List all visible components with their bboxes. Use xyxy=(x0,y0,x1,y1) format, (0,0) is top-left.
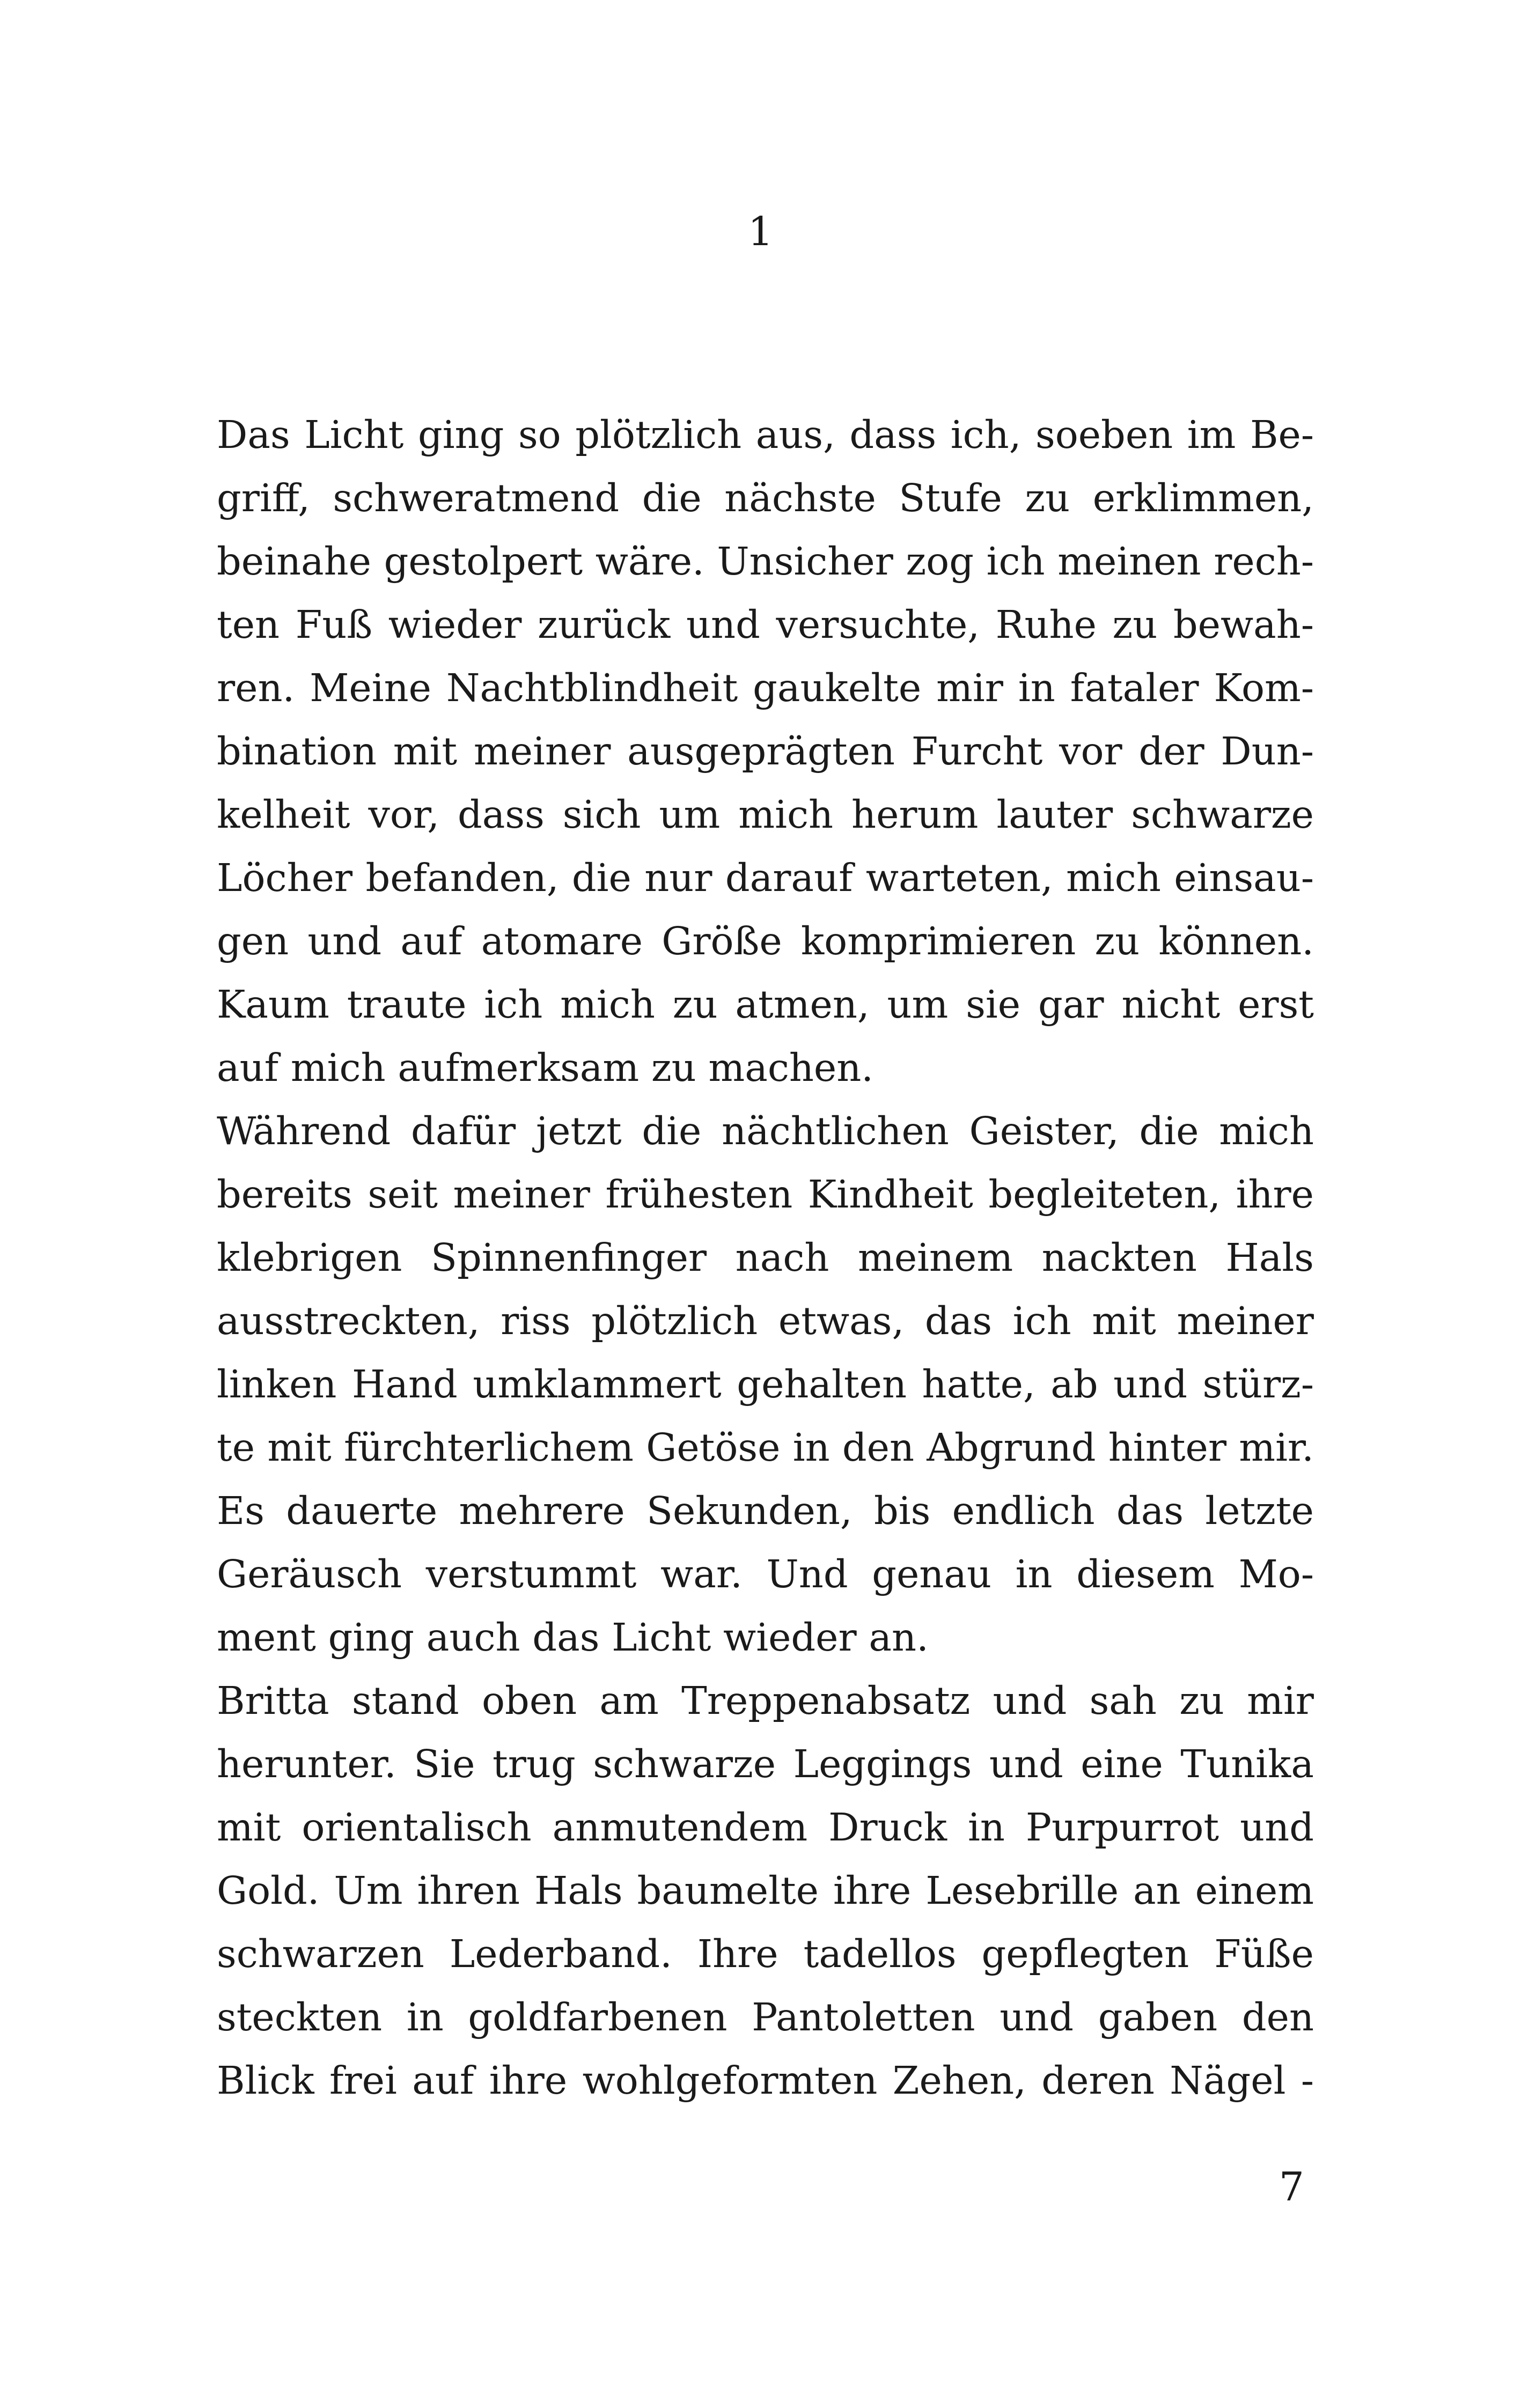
text-line: auf mich aufmerksam zu machen. xyxy=(217,1045,874,1090)
text-line: ren. Meine Nachtblindheit gaukelte mir in fataler Kom- xyxy=(217,666,1314,710)
text-line: schwarzen Lederband. Ihre tadellos gepflegten Füße xyxy=(217,1932,1314,1976)
text-line: Blick frei auf ihre wohlgeformten Zehen, deren Nägel - xyxy=(217,2058,1314,2103)
text-line: gen und auf atomare Größe komprimieren zu können. xyxy=(217,919,1314,963)
text-line: kelheit vor, dass sich um mich herum lauter schwarze xyxy=(217,792,1314,837)
text-line: ment ging auch das Licht wieder an. xyxy=(217,1615,929,1660)
text-line: steckten in goldfarbenen Pantoletten und gaben den xyxy=(217,1995,1314,2039)
chapter-number: 1 xyxy=(747,209,774,255)
page-number: 7 xyxy=(1278,2164,1304,2210)
text-line: klebrigen Spinnenfinger nach meinem nackten Hals xyxy=(217,1235,1314,1280)
text-line: beinahe gestolpert wäre. Unsicher zog ich meinen rech- xyxy=(217,539,1314,584)
text-line: Es dauerte mehrere Sekunden, bis endlich das letzte xyxy=(217,1489,1314,1533)
text-line: Geräusch verstummt war. Und genau in diesem Mo- xyxy=(217,1552,1314,1596)
text-line: Kaum traute ich mich zu atmen, um sie gar nicht erst xyxy=(217,982,1314,1027)
text-line: Während dafür jetzt die nächtlichen Geister, die mich xyxy=(217,1109,1314,1153)
text-line: Britta stand oben am Treppenabsatz und sah zu mir xyxy=(217,1678,1314,1723)
text-line: mit orientalisch anmutendem Druck in Purpurrot und xyxy=(217,1805,1314,1850)
text-line: Löcher befanden, die nur darauf warteten, mich einsau- xyxy=(217,856,1314,900)
text-line: bereits seit meiner frühesten Kindheit begleiteten, ihre xyxy=(217,1172,1314,1217)
text-line: te mit fürchterlichem Getöse in den Abgrund hinter mir. xyxy=(217,1425,1314,1470)
text-line: bination mit meiner ausgeprägten Furcht vor der Dun- xyxy=(217,729,1314,774)
body-text xyxy=(217,403,1314,2112)
text-line: herunter. Sie trug schwarze Leggings und eine Tunika xyxy=(217,1742,1314,1786)
text-line: Das Licht ging so plötzlich aus, dass ich, soeben im Be- xyxy=(217,413,1314,457)
text-line: Gold. Um ihren Hals baumelte ihre Lesebrille an einem xyxy=(217,1868,1314,1913)
text-line: ten Fuß wieder zurück und versuchte, Ruhe zu bewah- xyxy=(217,602,1314,647)
text-line: ausstreckten, riss plötzlich etwas, das ich mit meiner xyxy=(217,1299,1314,1343)
text-line: linken Hand umklammert gehalten hatte, ab und stürz- xyxy=(217,1362,1314,1406)
text-line: griff, schweratmend die nächste Stufe zu erklimmen, xyxy=(217,476,1314,520)
